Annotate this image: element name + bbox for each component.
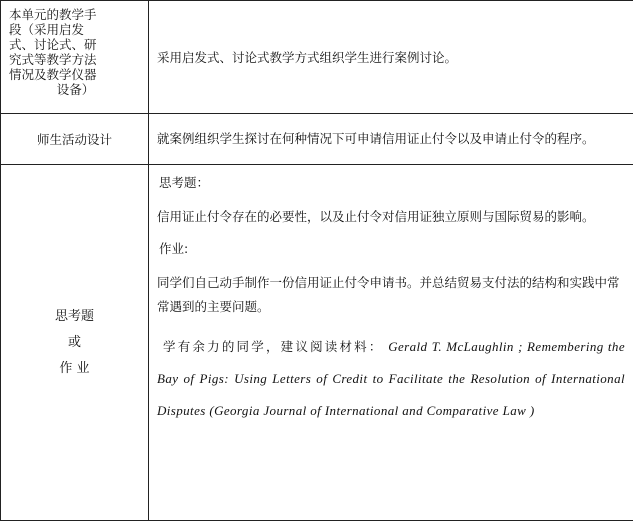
table-row-methods: [1, 1, 634, 114]
reading-lead: 学有余力的同学，建议阅读材料：: [163, 339, 384, 354]
methods-label-line: 本单元的教学手: [9, 7, 97, 22]
homework-label-line: 或: [67, 334, 81, 350]
activity-content: 就案例组织学生探讨在何种情况下可申请信用证止付令以及申请止付令的程序。: [157, 131, 595, 146]
work-heading: 作业:: [159, 241, 189, 256]
think-text: 信用证止付令存在的必要性，以及止付令对信用证独立原则与国际贸易的影响。: [157, 209, 595, 224]
reading-title: Gerald T. McLaughlin ; Remembering the Bay of Pigs: Using Letters of Credit to Facilitate the Resolution of International Disputes (Georgia Journal of International and Comparative Law ): [157, 339, 625, 418]
homework-label-line: 思考题: [54, 308, 94, 324]
methods-content-cell: [149, 1, 634, 114]
homework-label-line: 作 业: [59, 360, 90, 376]
activity-content-cell: [149, 114, 634, 165]
homework-content-cell: [149, 165, 634, 521]
work-text: 同学们自己动手制作一份信用证止付令申请书。并总结贸易支付法的结构和实践中常常遇到的主要问题。: [157, 275, 620, 314]
methods-label-line: 式、讨论式、研: [9, 37, 97, 52]
methods-label-line: 设备）: [56, 82, 95, 97]
table-row-homework: [1, 165, 634, 521]
homework-label-cell: [1, 165, 149, 521]
methods-content: 采用启发式、讨论式教学方式组织学生进行案例讨论。: [157, 49, 458, 65]
table-row-activity: [1, 114, 634, 165]
methods-label-line: 段（采用启发: [9, 22, 85, 37]
methods-label-line: 情况及教学仪器: [9, 67, 97, 82]
activity-label-cell: [1, 114, 149, 165]
activity-label: 师生活动设计: [36, 131, 112, 147]
think-heading: 思考题：: [159, 175, 210, 190]
methods-label-line: 究式等教学方法: [9, 52, 97, 67]
reading-recommendation: [157, 331, 625, 427]
methods-label-cell: [1, 1, 149, 114]
